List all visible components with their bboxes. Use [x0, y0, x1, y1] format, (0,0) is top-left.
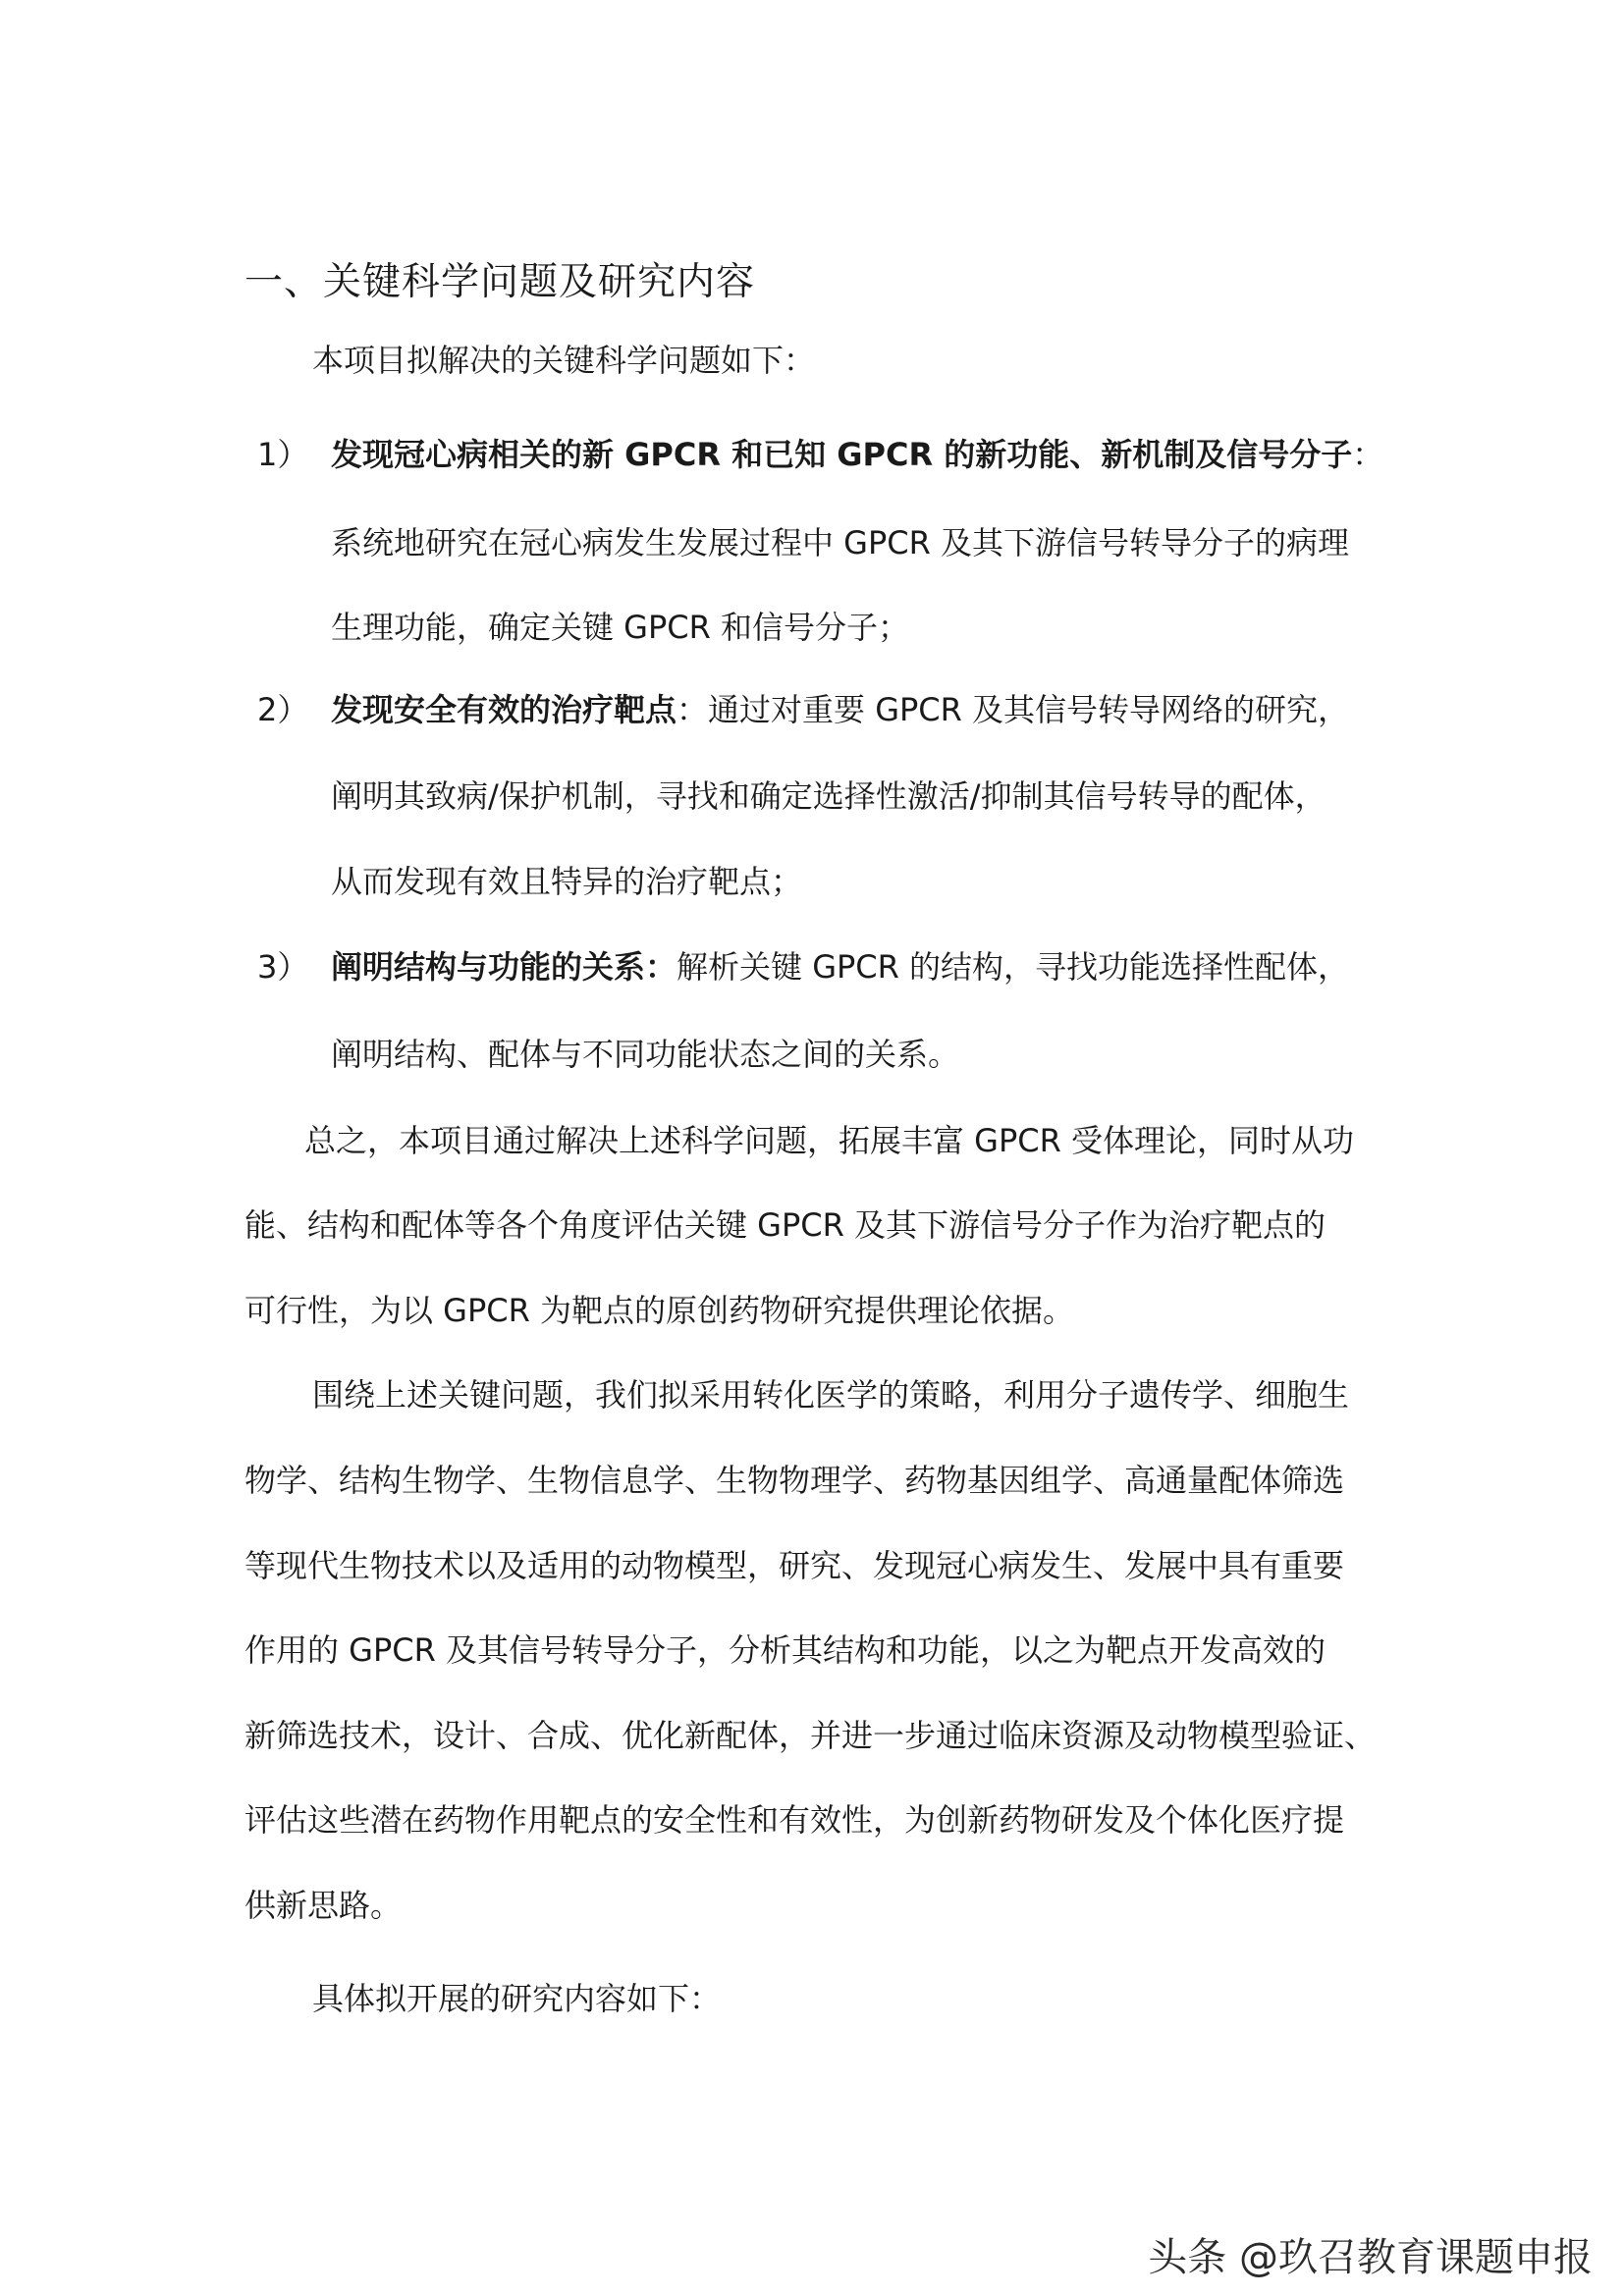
approach-line-5: 新筛选技术，设计、合成、优化新配体，并进一步通过临床资源及动物模型验证、: [244, 1717, 1377, 1754]
item-2-title: 发现安全有效的治疗靶点: [331, 691, 677, 728]
item-2-first-line: [331, 685, 1349, 734]
approach-line-6: 评估这些潜在药物作用靶点的安全性和有效性，为创新药物研发及个体化医疗提: [244, 1801, 1345, 1839]
item-3-number: 3）: [257, 948, 309, 986]
item-2-first-rest: ：通过对重要 GPCR 及其信号转导网络的研究，: [677, 691, 1350, 728]
approach-line-4: 作用的 GPCR 及其信号转导分子，分析其结构和功能，以之为靶点开发高效的: [244, 1631, 1326, 1669]
item-1-line-2: 生理功能，确定关键 GPCR 和信号分子；: [331, 609, 910, 646]
item-1-line-1: 系统地研究在冠心病发生发展过程中 GPCR 及其下游信号转导分子的病理: [331, 524, 1350, 561]
item-1-title-suffix: ：: [1352, 436, 1384, 473]
approach-line-3: 等现代生物技术以及适用的动物模型，研究、发现冠心病发生、发展中具有重要: [244, 1547, 1345, 1584]
item-3-title: 阐明结构与功能的关系：: [331, 948, 677, 986]
intro-text: 本项目拟解决的关键科学问题如下：: [312, 342, 816, 379]
item-2-line-1: 阐明其致病/保护机制，寻找和确定选择性激活/抑制其信号转导的配体，: [331, 777, 1326, 815]
item-3-line-1: 阐明结构、配体与不同功能状态之间的关系。: [331, 1036, 960, 1073]
item-1-title: 发现冠心病相关的新 GPCR 和已知 GPCR 的新功能、新机制及信号分子: [331, 436, 1353, 473]
approach-line-2: 物学、结构生物学、生物信息学、生物物理学、药物基因组学、高通量配体筛选: [244, 1462, 1345, 1499]
approach-line-1: 围绕上述关键问题，我们拟采用转化医学的策略，利用分子遗传学、细胞生: [312, 1376, 1350, 1414]
item-2-line-2: 从而发现有效且特异的治疗靶点；: [331, 863, 803, 900]
summary-line-2: 能、结构和配体等各个角度评估关键 GPCR 及其下游信号分子作为治疗靶点的: [244, 1206, 1326, 1244]
item-1-number: 1）: [257, 436, 309, 473]
approach-line-7: 供新思路。: [244, 1887, 403, 1924]
item-3-first-rest: 解析关键 GPCR 的结构，寻找功能选择性配体，: [677, 948, 1350, 986]
section-heading: 一、关键科学问题及研究内容: [244, 260, 756, 304]
summary-line-3: 可行性，为以 GPCR 为靶点的原创药物研究提供理论依据。: [244, 1292, 1075, 1329]
item-2-number: 2）: [257, 691, 309, 728]
content-intro-text: 具体拟开展的研究内容如下：: [312, 1980, 722, 2017]
summary-line-1: 总之，本项目通过解决上述科学问题，拓展丰富 GPCR 受体理论，同时从功: [304, 1122, 1355, 1159]
item-1-first-line: [331, 430, 1383, 479]
source-watermark: 头条 @玖召教育课题申报: [1148, 2235, 1593, 2280]
item-3-first-line: [331, 942, 1349, 991]
